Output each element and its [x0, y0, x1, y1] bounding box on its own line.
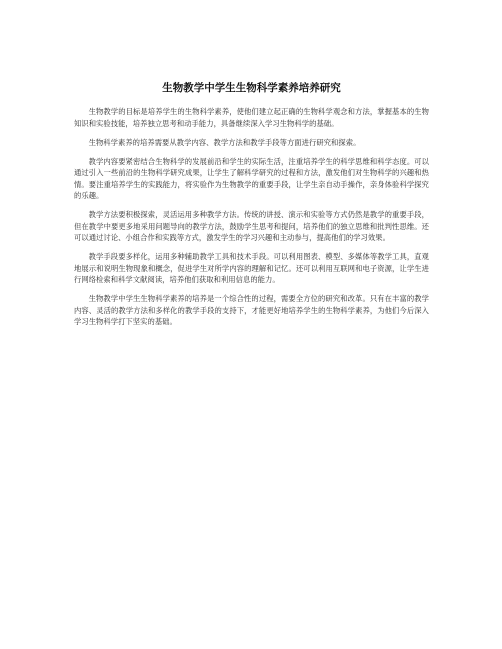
paragraph-5: 教学手段要多样化，运用多种辅助教学工具和技术手段。可以利用图表、模型、多媒体等教学工具，直观地展示和说明生物现象和概念，促进学生对所学内容的理解和记忆。还可以利用互联网和电子资源，让学生进行网络检索和科学文献阅读，培养他们获取和利用信息的能力。 [74, 252, 429, 284]
document-body [74, 81, 429, 335]
paragraph-6: 生物教学中学生生物科学素养的培养是一个综合性的过程，需要全方位的研究和改革。只有在丰富的教学内容、灵活的教学方法和多样化的教学手段的支持下，才能更好地培养学生的生物科学素养，为他们今后深入学习生物科学打下坚实的基础。 [74, 294, 429, 326]
paragraph-3: 教学内容要紧密结合生物科学的发展前沿和学生的实际生活，注重培养学生的科学思维和科学态度。可以通过引入一些前沿的生物科学研究成果，让学生了解科学研究的过程和方法，激发他们对生物科学的兴趣和热情。要注重培养学生的实践能力，将实验作为生物教学的重要手段，让学生亲自动手操作，亲身体验科学探究的乐趣。 [74, 156, 429, 200]
paragraph-1: 生物教学的目标是培养学生的生物科学素养，使他们建立起正确的生物科学观念和方法，掌握基本的生物知识和实验技能，培养独立思考和动手能力，具备继续深入学习生物科学的基础。 [74, 107, 429, 128]
paragraph-2: 生物科学素养的培养需要从教学内容、教学方法和教学手段等方面进行研究和探索。 [88, 137, 361, 147]
document-title: 生物教学中学生生物科学素养培养研究 [162, 82, 341, 94]
paragraph-4: 教学方法要积极探索，灵活运用多种教学方法。传统的讲授、演示和实验等方式仍然是教学的重要手段，但在教学中要更多地采用问题导向的教学方法，鼓励学生思考和提问，培养他们的独立思维和批判性思维。还可以通过讨论、小组合作和实践等方式，激发学生的学习兴趣和主动参与，提高他们的学习效果。 [74, 210, 429, 242]
